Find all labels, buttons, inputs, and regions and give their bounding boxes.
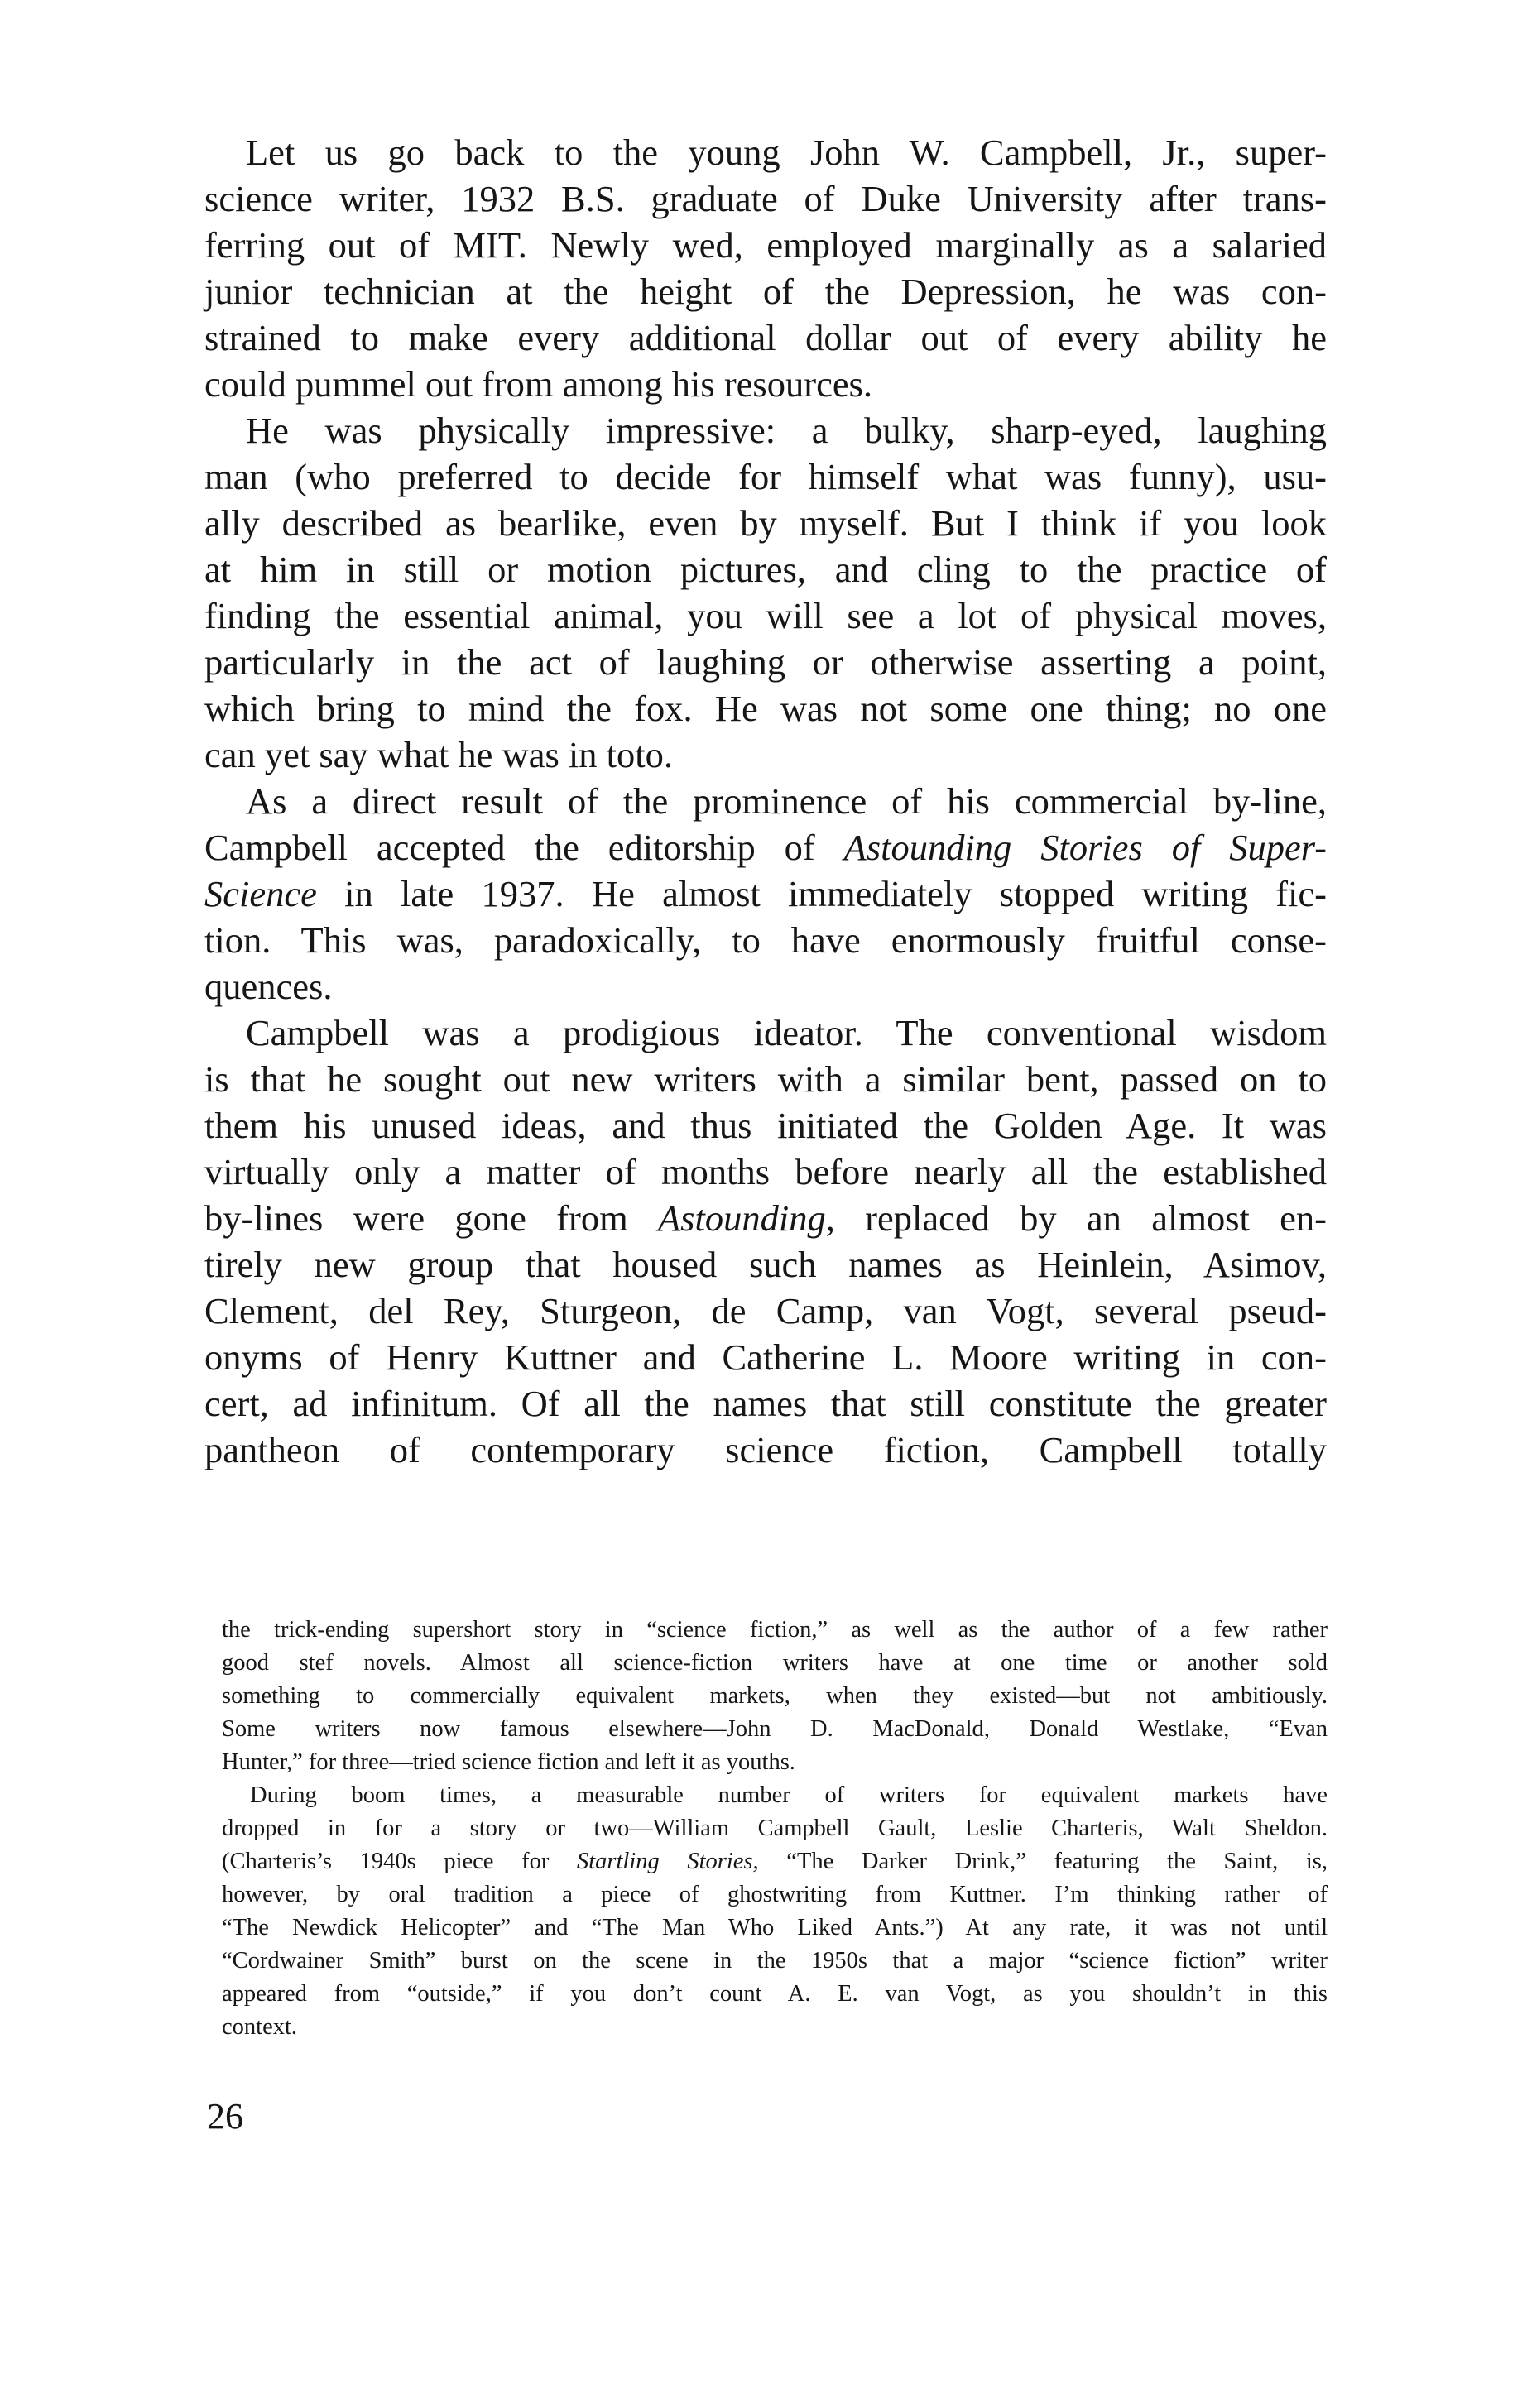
footnote-line: however, by oral tradition a piece of ghostwriting from Kuttner. I’m thinking rather of	[222, 1882, 1328, 1907]
footnote-line: Hunter,” for three—tried science fiction and left it as youths.	[222, 1749, 795, 1775]
paragraph-line: tion. This was, paradoxically, to have enormously fruitful conse-	[204, 919, 1327, 961]
paragraph-line: ally described as bearlike, even by myself. But I think if you look	[204, 502, 1327, 544]
paragraph-line: As a direct result of the prominence of his commercial by-line,	[246, 780, 1327, 822]
paragraph-line: virtually only a matter of months before nearly all the established	[204, 1151, 1327, 1192]
paragraph-line: junior technician at the height of the Depression, he was con-	[204, 271, 1327, 312]
footnote-line: “Cordwainer Smith” burst on the scene in the 1950s that a major “science fiction” writer	[222, 1948, 1328, 1974]
paragraph-line: finding the essential animal, you will see a lot of physical moves,	[204, 595, 1327, 636]
footnote-line: context.	[222, 2014, 298, 2040]
paragraph-line: pantheon of contemporary science fiction, Campbell totally	[204, 1429, 1327, 1470]
paragraph-line: science writer, 1932 B.S. graduate of Duke University after trans-	[204, 178, 1327, 219]
paragraph-line: strained to make every additional dollar out of every ability he	[204, 317, 1327, 358]
main-text-block	[204, 129, 1327, 1473]
paragraph-line: Science in late 1937. He almost immediately stopped writing fic-	[204, 873, 1327, 914]
paragraph-line: Campbell was a prodigious ideator. The conventional wisdom	[246, 1012, 1327, 1053]
footnote-block	[222, 1614, 1328, 2044]
paragraph-line: quences.	[204, 966, 333, 1007]
paragraph-line: particularly in the act of laughing or otherwise asserting a point,	[204, 641, 1327, 683]
page-number: 26	[207, 2096, 243, 2137]
paragraph-line: by-lines were gone from Astounding, replaced by an almost en-	[204, 1197, 1327, 1239]
paragraph-line: Let us go back to the young John W. Campbell, Jr., super-	[246, 132, 1327, 173]
paragraph-line: them his unused ideas, and thus initiated the Golden Age. It was	[204, 1105, 1327, 1146]
paragraph-line: could pummel out from among his resources.	[204, 363, 873, 405]
footnote-line: “The Newdick Helicopter” and “The Man Who Liked Ants.”) At any rate, it was not until	[222, 1915, 1328, 1940]
footnote-line: something to commercially equivalent markets, when they existed—but not ambitiously.	[222, 1683, 1328, 1709]
paragraph-line: is that he sought out new writers with a similar bent, passed on to	[204, 1058, 1327, 1100]
footnote-line: During boom times, a measurable number of writers for equivalent markets have	[250, 1782, 1328, 1808]
paragraph-line: ferring out of MIT. Newly wed, employed marginally as a salaried	[204, 224, 1327, 266]
paragraph-line: cert, ad infinitum. Of all the names that still constitute the greater	[204, 1383, 1327, 1424]
paragraph-line: at him in still or motion pictures, and cling to the practice of	[204, 549, 1327, 590]
footnote-line: good stef novels. Almost all science-fiction writers have at one time or another sold	[222, 1650, 1328, 1676]
footnote-line: dropped in for a story or two—William Campbell Gault, Leslie Charteris, Walt Sheldon.	[222, 1816, 1328, 1841]
paragraph-line: Campbell accepted the editorship of Astounding Stories of Super-	[204, 827, 1327, 868]
paragraph-line: which bring to mind the fox. He was not some one thing; no one	[204, 688, 1327, 729]
paragraph-line: Clement, del Rey, Sturgeon, de Camp, van Vogt, several pseud-	[204, 1290, 1327, 1331]
footnote-line: (Charteris’s 1940s piece for Startling Stories, “The Darker Drink,” featuring the Saint, is,	[222, 1849, 1328, 1874]
paragraph-line: tirely new group that housed such names as Heinlein, Asimov,	[204, 1244, 1327, 1285]
paragraph-line: can yet say what he was in toto.	[204, 734, 673, 775]
footnote-line: the trick-ending supershort story in “science fiction,” as well as the author of a few rather	[222, 1617, 1328, 1643]
paragraph-line: He was physically impressive: a bulky, sharp-eyed, laughing	[246, 410, 1327, 451]
footnote-line: appeared from “outside,” if you don’t count A. E. van Vogt, as you shouldn’t in this	[222, 1981, 1328, 2007]
footnote-line: Some writers now famous elsewhere—John D. MacDonald, Donald Westlake, “Evan	[222, 1716, 1328, 1742]
paragraph-line: man (who preferred to decide for himself what was funny), usu-	[204, 456, 1327, 497]
paragraph-line: onyms of Henry Kuttner and Catherine L. Moore writing in con-	[204, 1336, 1327, 1378]
